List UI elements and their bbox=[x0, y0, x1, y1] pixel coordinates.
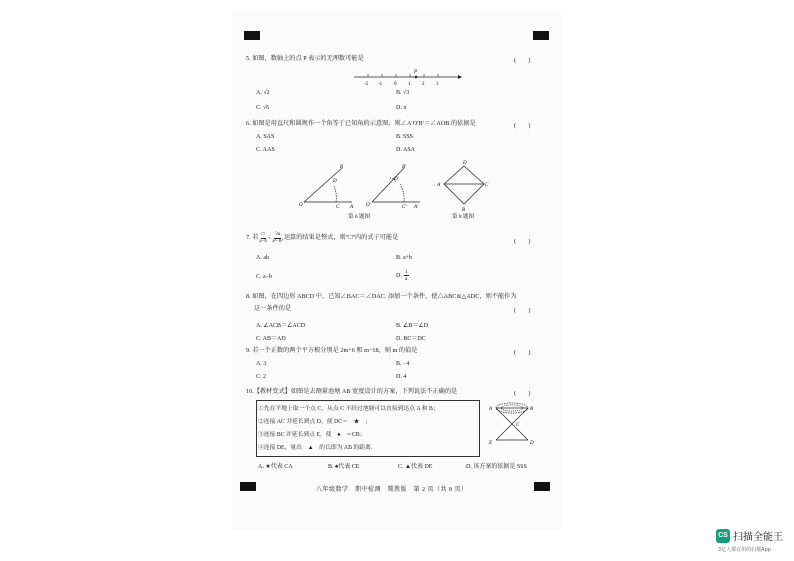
fig6-label-b: B bbox=[340, 165, 344, 170]
registration-mark-bottom-left bbox=[240, 482, 256, 491]
fig6-label-b2: B′ bbox=[402, 165, 407, 170]
q7-option-b: B. a+b bbox=[396, 255, 413, 261]
q7-fraction-2 bbox=[272, 232, 283, 244]
q10-answer-paren: ( ) bbox=[514, 390, 531, 397]
fig8-caption: 第 8 题图 bbox=[452, 214, 475, 220]
q7-option-d-den: a bbox=[404, 276, 408, 282]
q5-option-c: C. √6 bbox=[256, 105, 270, 111]
q7-stem bbox=[246, 232, 398, 244]
number-line bbox=[352, 65, 462, 87]
q6-option-c: C. AAS bbox=[256, 147, 275, 153]
tick-label: 3 bbox=[436, 82, 439, 87]
q9-option-c: C. 2 bbox=[256, 374, 267, 380]
figure-6 bbox=[296, 160, 426, 210]
fig6-label-a: A bbox=[350, 205, 354, 210]
number-line-point-label: P bbox=[414, 70, 418, 75]
camscanner-brand: 扫描全能王 bbox=[733, 532, 783, 543]
q8-option-a: A. ∠ACB＝∠ACD bbox=[256, 323, 306, 329]
figure-8 bbox=[436, 158, 492, 212]
camscanner-logo-icon: CS bbox=[716, 529, 730, 543]
figure-10 bbox=[486, 398, 546, 448]
q9-option-b: B. −4 bbox=[396, 361, 410, 367]
registration-mark-bottom-right bbox=[534, 482, 550, 491]
fig10-label-c: C bbox=[516, 423, 520, 428]
fig8-label-d: D bbox=[463, 161, 467, 166]
q5-option-b: B. √3 bbox=[396, 90, 410, 96]
q7-fraction-1 bbox=[259, 232, 267, 244]
q7-option-d-num: 1 bbox=[404, 269, 408, 275]
q10-step-4: ④连接 DE，量出 ▲ 的长即为 AB 的距离. bbox=[258, 445, 373, 451]
tick-label: 1 bbox=[408, 82, 411, 87]
fig6-label-d2: D′ bbox=[394, 177, 399, 182]
tick-label: 2 bbox=[422, 82, 425, 87]
q7-frac1-num: □ bbox=[261, 232, 265, 237]
tick-label: -1 bbox=[378, 82, 383, 87]
q8-stem-line-1: 8. 如图，在四边形 ABCD 中，已知∠BAC＝∠DAC. 添加一个条件，使△ABC≌△ADC，则不能作为 bbox=[246, 293, 517, 300]
q8-option-b: B. ∠B＝∠D bbox=[396, 323, 429, 329]
page-footer: 八年级数学 期中检测 冀教版 第 2 页（共 8 页） bbox=[316, 487, 468, 493]
q5-option-a: A. √2 bbox=[256, 90, 270, 96]
q7-option-d-label: D. bbox=[396, 272, 402, 279]
q7-operator: ÷ bbox=[267, 234, 272, 241]
q10-step-2: ②连接 AC 并延长到点 D，使 DC＝ ★ ； bbox=[258, 419, 372, 425]
q10-step-3: ③连接 BC 并延长到点 E，使 ♠ ＝CB； bbox=[258, 432, 366, 438]
q7-stem-prefix: 7. 若 bbox=[246, 234, 259, 241]
q7-option-c: C. a−b bbox=[256, 274, 273, 280]
q6-answer-paren: ( ) bbox=[514, 122, 531, 129]
q8-stem-line-2: 这一条件的是 bbox=[254, 305, 292, 312]
fig8-label-b: B bbox=[462, 208, 466, 212]
q7-option-a: A. ab bbox=[256, 255, 269, 261]
fig10-label-a: A bbox=[489, 407, 493, 412]
fig10-label-b: B bbox=[530, 407, 534, 412]
fig6-label-o: O bbox=[299, 203, 303, 208]
q7-frac1-den: a−b bbox=[259, 238, 267, 244]
q9-option-d: D. 4 bbox=[396, 374, 407, 380]
q6-option-d: D. ASA bbox=[396, 147, 416, 153]
fig8-label-c: C bbox=[485, 183, 489, 188]
q9-answer-paren: ( ) bbox=[514, 349, 531, 356]
q6-option-b: B. SSS bbox=[396, 134, 414, 140]
q5-option-d: D. π bbox=[396, 105, 407, 111]
q7-frac2-num: 3a bbox=[275, 232, 280, 237]
q7-answer-paren: ( ) bbox=[514, 238, 531, 245]
fig6-label-a2: A′ bbox=[414, 205, 419, 210]
q6-option-a: A. SAS bbox=[256, 134, 275, 140]
q8-answer-paren: ( ) bbox=[514, 307, 531, 314]
q7-stem-suffix: 运算的结果是整式，则“□”内的式子可能是 bbox=[283, 234, 399, 241]
q9-stem: 9. 若一个正数的两个平方根分别是 2m+6 和 m−18，则 m 的值是 bbox=[246, 347, 418, 354]
q8-option-d: D. BC＝DC bbox=[396, 336, 426, 342]
q10-stem: 10.【教材变式】如图是去测量池塘 AB 宽度设计的方案，下列说法不正确的是 bbox=[246, 388, 458, 395]
q7-option-d bbox=[396, 269, 409, 282]
fig6-label-d: D bbox=[333, 179, 337, 184]
tick-label: -2 bbox=[364, 82, 369, 87]
q7-option-d-fraction bbox=[404, 269, 409, 282]
q6-stem: 6. 如图是用直尺和圆规作一个角等于已知角的示意图，则∠A′O′B′＝∠AOB 的依据是 bbox=[246, 120, 476, 127]
registration-mark-top-left bbox=[244, 31, 260, 40]
fig8-label-a: A bbox=[437, 183, 441, 188]
fig10-label-e: E bbox=[489, 441, 493, 446]
tick-label: 0 bbox=[394, 82, 397, 87]
q10-option-a: A. ★代表 CA bbox=[258, 464, 293, 470]
fig10-label-d: D bbox=[530, 441, 534, 446]
q10-option-c: C. ▲代表 DE bbox=[398, 464, 433, 470]
fig6-label-c2: C′ bbox=[402, 205, 407, 210]
q10-option-b: B. ♠代表 CE bbox=[328, 464, 360, 470]
camscanner-tagline: 3亿人都在用的扫描App bbox=[718, 547, 771, 553]
q10-step-1: ①先在平地上取一个点 C，从点 C 不经过池塘可以直接到达点 A 和 B； bbox=[258, 406, 439, 412]
q7-frac2-den: a²−b² bbox=[272, 238, 283, 244]
fig6-label-o2: O′ bbox=[366, 203, 371, 208]
q8-option-c: C. AB＝AD bbox=[256, 336, 286, 342]
q5-stem: 5. 如图，数轴上的点 P 表示的无理数可能是 bbox=[246, 55, 364, 62]
q5-answer-paren: ( ) bbox=[514, 57, 531, 64]
q10-option-d: D. 该方案的依据是 SSS bbox=[466, 464, 527, 470]
fig6-label-c: C bbox=[336, 205, 340, 210]
registration-mark-top-right bbox=[533, 31, 549, 40]
fig6-caption: 第 6 题图 bbox=[348, 214, 371, 220]
q9-option-a: A. 3 bbox=[256, 361, 267, 367]
